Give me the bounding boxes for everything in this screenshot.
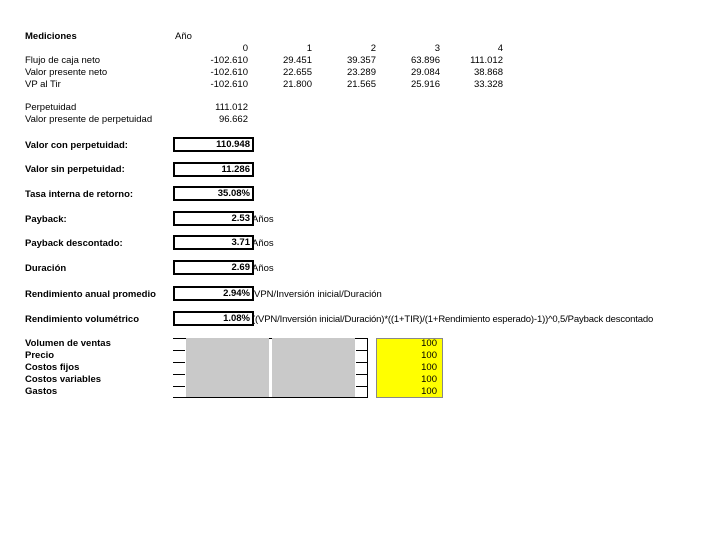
metric-label-valor-sin: Valor sin perpetuidad:: [25, 164, 125, 175]
sens-label-precio: Precio: [25, 350, 55, 361]
metric-value-valor-con[interactable]: 110.948: [173, 137, 254, 152]
metric-value-tir[interactable]: 35.08%: [173, 186, 254, 201]
grid-line-right: [367, 338, 368, 398]
metric-note-payback: Años: [252, 214, 274, 225]
metric-value-duracion[interactable]: 2.69: [173, 260, 254, 275]
metric-value-rend-vol[interactable]: 1.08%: [173, 311, 254, 326]
pv-perpetuity-value: 96.662: [218, 114, 248, 125]
metric-label-rend-vol: Rendimiento volumétrico: [25, 314, 140, 325]
metric-label-valor-con: Valor con perpetuidad:: [25, 140, 128, 151]
gray-block-2: [272, 338, 355, 397]
sens-label-costos-fijos: Costos fijos: [25, 362, 80, 373]
cell-vptir-3: 25.916: [410, 79, 440, 90]
grid-tick-3: [173, 374, 185, 375]
metric-label-payback: Payback:: [25, 214, 67, 225]
sens-value-volumen[interactable]: 100: [421, 338, 437, 349]
sheet-title: Mediciones: [25, 31, 77, 42]
sens-value-costos-variables[interactable]: 100: [421, 374, 437, 385]
sens-label-volumen: Volumen de ventas: [25, 338, 111, 349]
perpetuity-value: 111.012: [215, 102, 248, 113]
cell-vpn-4: 38.868: [473, 67, 503, 78]
year-header-2: 2: [370, 43, 376, 54]
sens-value-costos-fijos[interactable]: 100: [421, 362, 437, 373]
cell-flujo-2: 39.357: [346, 55, 376, 66]
year-header-4: 4: [497, 43, 503, 54]
cell-flujo-3: 63.896: [410, 55, 440, 66]
row-label-vptir: VP al Tir: [25, 79, 61, 90]
metric-note-rend-anual: VPN/Inversión inicial/Duración: [254, 289, 382, 300]
cell-flujo-1: 29.451: [282, 55, 312, 66]
cell-vpn-2: 23.289: [346, 67, 376, 78]
year-header-0: 0: [242, 43, 248, 54]
cell-vptir-0: -102.610: [210, 79, 248, 90]
metric-label-rend-anual: Rendimiento anual promedio: [25, 289, 156, 300]
row-label-flujo: Flujo de caja neto: [25, 55, 100, 66]
cell-flujo-4: 111.012: [470, 55, 503, 66]
year-header-1: 1: [306, 43, 312, 54]
metric-note-payback-desc: Años: [252, 238, 274, 249]
sens-value-gastos[interactable]: 100: [421, 386, 437, 397]
sens-label-costos-variables: Costos variables: [25, 374, 102, 385]
grid-tick-4: [173, 386, 185, 387]
cell-vpn-3: 29.084: [410, 67, 440, 78]
year-label: Año: [175, 31, 192, 42]
metric-value-payback[interactable]: 2.53: [173, 211, 254, 226]
cell-flujo-0: -102.610: [210, 55, 248, 66]
metric-note-duracion: Años: [252, 263, 274, 274]
sens-value-precio[interactable]: 100: [421, 350, 437, 361]
year-header-3: 3: [434, 43, 440, 54]
metric-note-rend-vol: ((VPN/Inversión inicial/Duración)*((1+TIR)/(1+Rendimiento esperado)-1))^0,5/Payback descontado: [252, 314, 654, 325]
cell-vptir-1: 21.800: [282, 79, 312, 90]
pv-perpetuity-label: Valor presente de perpetuidad: [25, 114, 153, 125]
gray-block-1: [186, 338, 269, 397]
grid-line-bottom: [173, 397, 368, 398]
metric-value-rend-anual[interactable]: 2.94%: [173, 286, 254, 301]
grid-tick-1: [173, 350, 185, 351]
perpetuity-label: Perpetuidad: [25, 102, 77, 113]
grid-tick-2: [173, 362, 185, 363]
cell-vpn-0: -102.610: [210, 67, 248, 78]
metric-label-tir: Tasa interna de retorno:: [25, 189, 134, 200]
row-label-vpn: Valor presente neto: [25, 67, 108, 78]
cell-vpn-1: 22.655: [282, 67, 312, 78]
metric-label-duracion: Duración: [25, 263, 67, 274]
metric-value-payback-desc[interactable]: 3.71: [173, 235, 254, 250]
cell-vptir-2: 21.565: [346, 79, 376, 90]
metric-label-payback-desc: Payback descontado:: [25, 238, 123, 249]
sens-label-gastos: Gastos: [25, 386, 58, 397]
cell-vptir-4: 33.328: [473, 79, 503, 90]
metric-value-valor-sin[interactable]: 11.286: [173, 162, 254, 177]
